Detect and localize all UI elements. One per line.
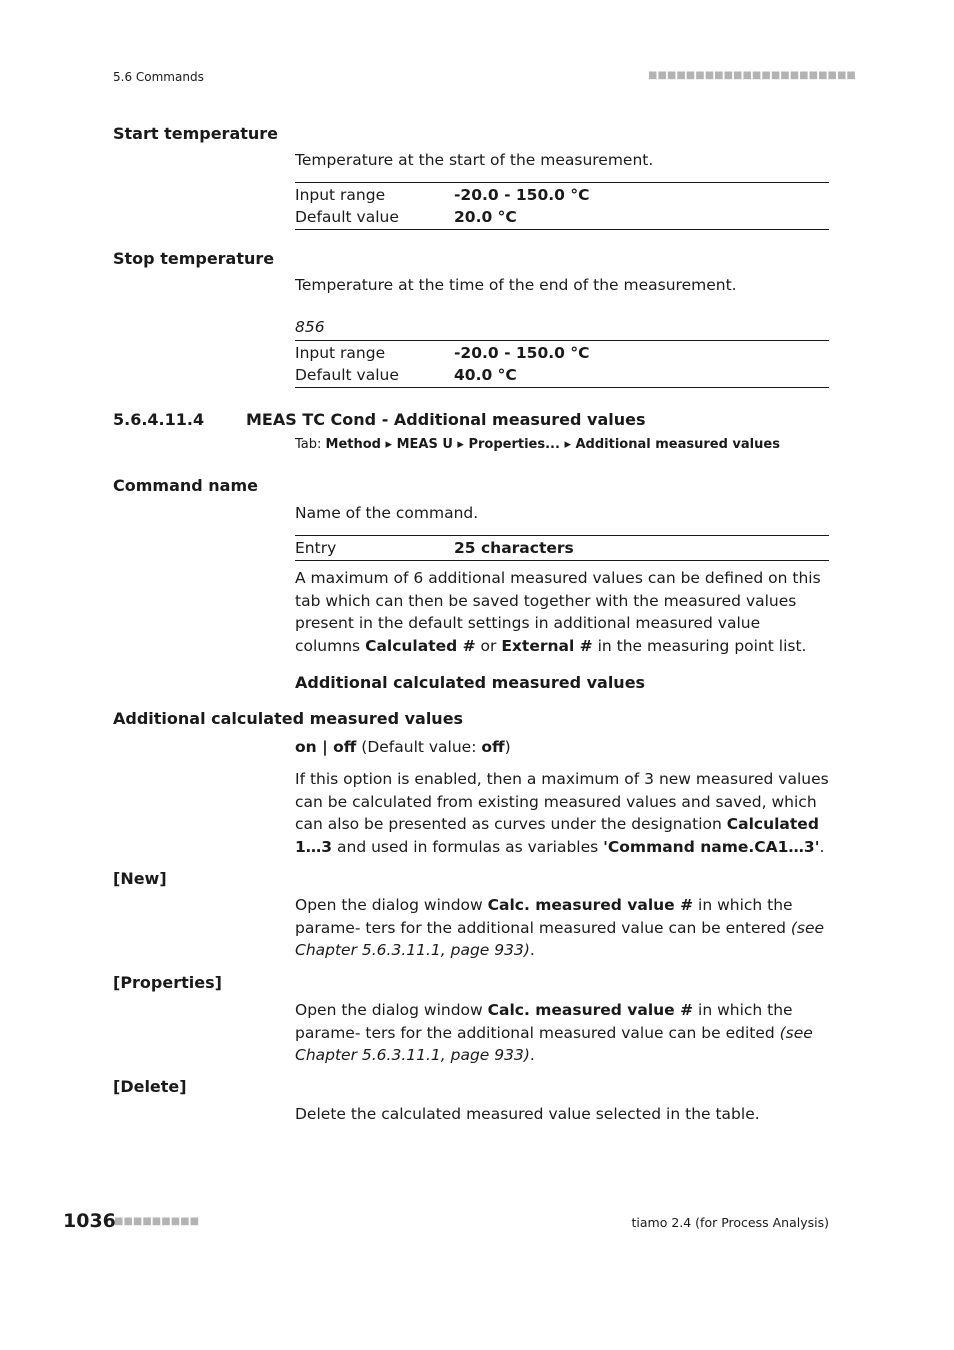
section-number: 5.6.4.11.4: [113, 410, 205, 429]
row-value: 25 characters: [454, 539, 574, 557]
paragraph-text: If this option is enabled, then a maximum of 3 new measured values can be calculated from existing measured values and saved, which can also be presented as curves under the designation: [295, 770, 829, 833]
paragraph-text: .: [529, 941, 535, 959]
start-temperature-title: Start temperature: [113, 124, 279, 143]
additional-calc-title: Additional calculated measured values: [113, 709, 464, 728]
paragraph-text: in which the parame- ters for the additional measured value can be entered: [295, 896, 793, 937]
footer-dots: ■■■■■■■■■: [114, 1216, 200, 1227]
stop-temperature-description: Temperature at the time of the end of the measurement.: [295, 276, 737, 294]
intro-bold-external: External #: [501, 636, 593, 655]
paragraph-text: .: [529, 1046, 535, 1064]
row-key: Input range: [295, 186, 386, 204]
device-label: 856: [295, 318, 325, 336]
paragraph-bold: 'Command name.CA1…3': [603, 837, 820, 856]
row-value: 40.0 °C: [454, 366, 517, 384]
row-key: Default value: [295, 208, 399, 226]
intro-text: in the measuring point list.: [592, 636, 807, 655]
delete-description: Delete the calculated measured value selected in the table.: [295, 1105, 760, 1123]
row-value: 20.0 °C: [454, 208, 517, 226]
table-row: [295, 364, 829, 386]
tab-path: [295, 437, 780, 452]
properties-title: [Properties]: [113, 973, 222, 992]
row-key: Input range: [295, 344, 386, 362]
start-temperature-table: [295, 182, 829, 230]
new-title: [New]: [113, 869, 167, 888]
table-row: [295, 184, 829, 206]
intro-paragraph: [295, 567, 830, 657]
command-name-description: Name of the command.: [295, 504, 479, 522]
table-row: [295, 537, 829, 559]
start-temperature-description: Temperature at the start of the measurement.: [295, 151, 654, 169]
properties-paragraph: [295, 999, 830, 1067]
row-key: Entry: [295, 539, 337, 557]
stop-temperature-title: Stop temperature: [113, 249, 275, 268]
tab-path-value: Method ▸ MEAS U ▸ Properties... ▸ Additional measured values: [325, 437, 780, 452]
options-values: on | off: [295, 738, 357, 756]
stop-temperature-table: [295, 340, 829, 388]
tab-prefix: Tab:: [295, 437, 326, 452]
intro-text: or: [475, 636, 502, 655]
row-key: Default value: [295, 366, 399, 384]
running-header-dots: ■■■■■■■■■■■■■■■■■■■■■■: [648, 70, 856, 81]
paragraph-bold: Calculated 1…3: [295, 815, 819, 856]
options-text: ): [504, 738, 511, 756]
table-row: [295, 342, 829, 364]
page-number: 1036: [63, 1210, 116, 1232]
paragraph-text: .: [819, 837, 825, 856]
running-header-section: 5.6 Commands: [113, 70, 204, 84]
options-text: (Default value:: [356, 738, 482, 756]
delete-title: [Delete]: [113, 1077, 187, 1096]
paragraph-text: Open the dialog window: [295, 896, 488, 914]
subheading: Additional calculated measured values: [295, 673, 646, 692]
new-paragraph: [295, 894, 830, 962]
options-default: off: [481, 738, 505, 756]
product-name: tiamo 2.4 (for Process Analysis): [631, 1215, 829, 1230]
paragraph-text: Open the dialog window: [295, 1001, 488, 1019]
additional-calc-options: [295, 736, 511, 759]
chapter-reference: (see Chapter 5.6.3.11.1, page 933): [295, 1023, 813, 1064]
chapter-reference: (see Chapter 5.6.3.11.1, page 933): [295, 918, 825, 959]
paragraph-text: and used in formulas as variables: [332, 837, 604, 856]
paragraph-bold: Calc. measured value #: [487, 896, 694, 914]
additional-calc-paragraph: [295, 768, 830, 858]
row-value: -20.0 - 150.0 °C: [454, 186, 590, 204]
paragraph-text: in which the parame- ters for the additional measured value can be edited: [295, 1001, 793, 1042]
table-row: [295, 206, 829, 228]
section-title: MEAS TC Cond - Additional measured values: [246, 410, 646, 429]
intro-text: A maximum of 6 additional measured values can be defined on this tab which can then be saved together with the measured values present in the default settings in additional measured value columns: [295, 569, 821, 655]
intro-bold-calculated: Calculated #: [365, 636, 476, 655]
command-name-table: [295, 535, 829, 561]
row-value: -20.0 - 150.0 °C: [454, 344, 590, 362]
command-name-title: Command name: [113, 476, 258, 495]
paragraph-bold: Calc. measured value #: [487, 1001, 694, 1019]
